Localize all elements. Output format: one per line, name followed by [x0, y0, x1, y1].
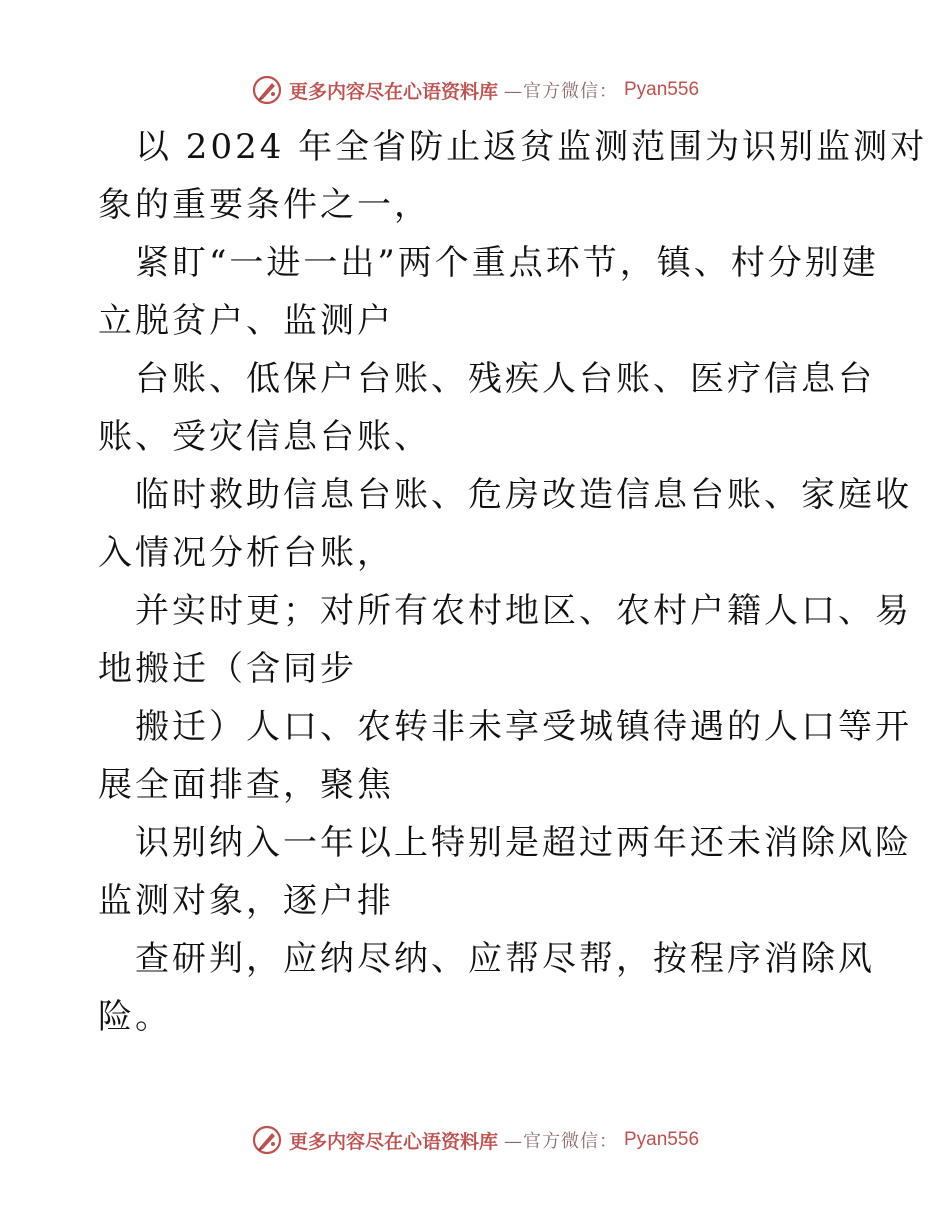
banner-account-id: Pyan556	[624, 1129, 700, 1150]
text-line: 识别纳入一年以上特别是超过两年还未消除风险	[135, 823, 912, 863]
text-line: 并实时更；对所有农村地区、农村户籍人口、易	[135, 591, 912, 631]
text-line: 搬迁）人口、农转非未享受城镇待遇的人口等开	[135, 707, 912, 747]
text-line: 象的重要条件之一，	[98, 185, 431, 225]
pen-logo-icon	[251, 1124, 283, 1156]
footer-watermark-banner	[0, 1120, 950, 1160]
text-line: 台账、低保户台账、残疾人台账、医疗信息台	[135, 359, 875, 399]
banner-sub-text: —官方微信：	[504, 81, 618, 102]
text-line: 临时救助信息台账、危房改造信息台账、家庭收	[135, 475, 912, 515]
text-line: 紧盯“一进一出”两个重点环节，镇、村分别建	[135, 243, 879, 283]
text-line: 以 2024 年全省防止返贫监测范围为识别监测对	[135, 127, 928, 167]
text-line: 查研判，应纳尽纳、应帮尽帮，按程序消除风	[135, 939, 875, 979]
header-watermark-banner	[0, 70, 950, 110]
pen-logo-icon	[251, 74, 283, 106]
text-line: 账、受灾信息台账、	[98, 417, 431, 457]
text-line: 展全面排查，聚焦	[98, 765, 394, 805]
banner-main-text: 更多内容尽在心语资料库	[288, 1130, 498, 1153]
banner-main-text: 更多内容尽在心语资料库	[288, 80, 498, 103]
banner-sub-text: —官方微信：	[504, 1131, 618, 1152]
text-line: 监测对象，逐户排	[98, 881, 394, 921]
text-line: 险。	[98, 997, 172, 1037]
text-line: 地搬迁（含同步	[98, 649, 357, 689]
text-line: 立脱贫户、监测户	[98, 301, 394, 341]
document-body	[98, 118, 928, 1046]
banner-account-id: Pyan556	[624, 79, 700, 100]
text-line: 入情况分析台账，	[98, 533, 394, 573]
